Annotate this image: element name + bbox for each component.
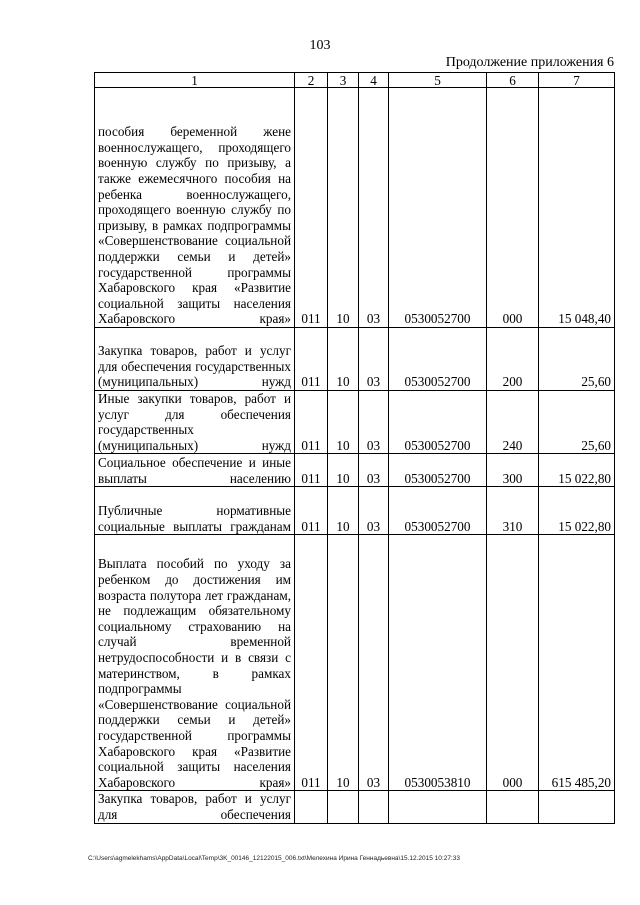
row-target-code [389,791,487,823]
row-section-code: 10 [328,454,359,487]
row-description: Иные закупки товаров, работ и услуг для обеспечения государственных (муниципальных) нужд [95,391,295,454]
row-amount [539,791,615,823]
row-ministry-code: 011 [295,535,328,791]
row-ministry-code: 011 [295,391,328,454]
row-ministry-code [295,791,328,823]
row-target-code: 0530052700 [389,454,487,487]
row-section-code: 10 [328,487,359,535]
row-ministry-code: 011 [295,88,328,328]
row-section-code: 10 [328,535,359,791]
row-amount: 25,60 [539,328,615,391]
row-amount: 15 022,80 [539,487,615,535]
document-footer-path: C:\Users\agmelekhams\AppData\Local\Temp\3K_00146_12122015_006.txt\Мелехина Ирина Геннадьевна\15.12.2015 10:27:33 [88,855,460,862]
row-section-code: 10 [328,328,359,391]
header-col-7: 7 [539,73,615,88]
row-subsection-code: 03 [359,535,389,791]
row-expense-type: 300 [487,454,539,487]
table-row [95,454,615,487]
continuation-caption: Продолжение приложения 6 [445,55,614,70]
row-subsection-code: 03 [359,328,389,391]
row-subsection-code: 03 [359,88,389,328]
row-amount: 25,60 [539,391,615,454]
row-expense-type: 310 [487,487,539,535]
row-target-code: 0530052700 [389,328,487,391]
row-amount: 15 022,80 [539,454,615,487]
row-subsection-code: 03 [359,391,389,454]
row-description: Закупка товаров, работ и услуг для обеспечения государственных (муниципальных) нужд [95,328,295,391]
row-description: пособия беременной жене военнослужащего, проходящего военную службу по призыву, а также ежемесячного пособия на ребенка военнослужащего, проходящего военную службу по призыву, в рамках подпрограммы «Совершенствование социальной поддержки семьи и детей» государственной программы Хабаровского края «Развитие социальной защиты населения Хабаровского края» [95,88,295,328]
row-section-code [328,791,359,823]
page-number: 103 [309,38,331,53]
row-ministry-code: 011 [295,454,328,487]
row-target-code: 0530052700 [389,487,487,535]
row-ministry-code: 011 [295,328,328,391]
header-col-5: 5 [389,73,487,88]
header-col-1: 1 [95,73,295,88]
header-col-6: 6 [487,73,539,88]
row-subsection-code: 03 [359,487,389,535]
table-row [95,88,615,328]
row-section-code: 10 [328,88,359,328]
row-description: Выплата пособий по уходу за ребенком до достижения им возраста полутора лет гражданам, не подлежащим обязательному социальному страхованию на случай временной нетрудоспособности и в связи с материнством, в рамках подпрограммы «Совершенствование социальной поддержки семьи и детей» государственной программы Хабаровского края «Развитие социальной защиты населения Хабаровского края» [95,535,295,791]
row-target-code: 0530052700 [389,391,487,454]
table-row [95,535,615,791]
row-expense-type: 200 [487,328,539,391]
header-col-4: 4 [359,73,389,88]
row-expense-type [487,791,539,823]
table-row [95,791,615,823]
row-amount: 15 048,40 [539,88,615,328]
row-subsection-code [359,791,389,823]
header-col-2: 2 [295,73,328,88]
row-expense-type: 240 [487,391,539,454]
header-col-3: 3 [328,73,359,88]
row-expense-type: 000 [487,535,539,791]
table-row [95,487,615,535]
row-section-code: 10 [328,391,359,454]
header-row [95,73,615,88]
row-description: Закупка товаров, работ и услуг для обеспечения [95,791,295,823]
row-ministry-code: 011 [295,487,328,535]
row-subsection-code: 03 [359,454,389,487]
row-target-code: 0530053810 [389,535,487,791]
row-description: Публичные нормативные социальные выплаты гражданам [95,487,295,535]
row-amount: 615 485,20 [539,535,615,791]
row-description: Социальное обеспечение и иные выплаты населению [95,454,295,487]
row-expense-type: 000 [487,88,539,328]
table-row [95,328,615,391]
budget-table [94,72,615,824]
row-target-code: 0530052700 [389,88,487,328]
table-row [95,391,615,454]
